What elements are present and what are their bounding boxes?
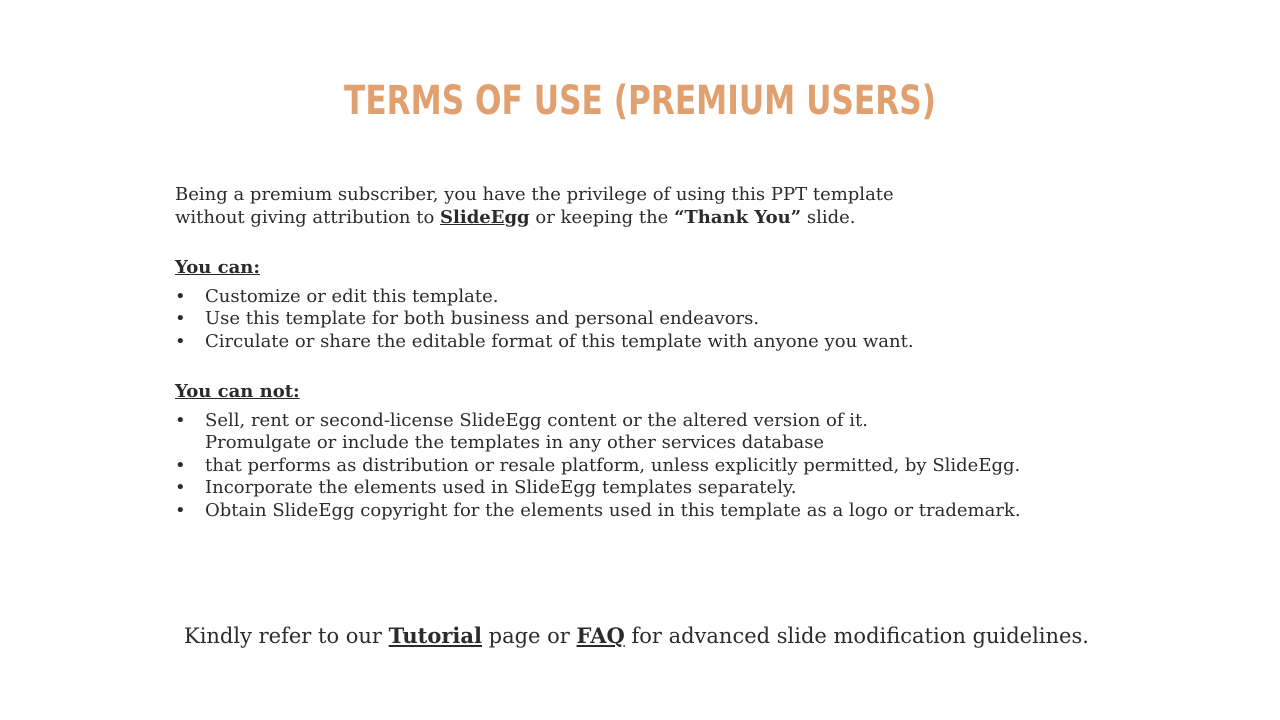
bullet-icon: • <box>175 330 186 352</box>
list-item-text: Incorporate the elements used in SlideEgg templates separately. <box>205 477 797 498</box>
thank-you-text: “Thank You” <box>674 206 802 228</box>
you-can-list <box>175 286 1075 354</box>
list-item <box>175 308 1075 331</box>
bullet-icon: • <box>175 285 186 307</box>
intro-paragraph <box>175 184 1075 229</box>
footer-prefix: Kindly refer to our <box>184 624 389 648</box>
bullet-icon: • <box>175 454 186 476</box>
list-item <box>175 455 1075 478</box>
intro-line-2-prefix: without giving attribution to <box>175 206 441 228</box>
intro-line-2-middle: or keeping the <box>529 206 675 228</box>
bullet-icon: • <box>175 308 186 329</box>
list-item-text: Sell, rent or second-license SlideEgg content or the altered version of it. <box>205 409 868 431</box>
list-item <box>175 331 1075 354</box>
list-item-text: Circulate or share the editable format of this template with anyone you want. <box>205 330 914 352</box>
faq-link[interactable]: FAQ <box>576 623 625 648</box>
you-can-not-list <box>175 410 1075 523</box>
bullet-icon: • <box>175 477 186 498</box>
footer-note <box>184 622 1089 650</box>
list-item-text: Obtain SlideEgg copyright for the elements used in this template as a logo or trademark. <box>205 499 1021 521</box>
slideegg-link[interactable]: SlideEgg <box>440 206 530 228</box>
you-can-heading: You can: <box>175 257 260 278</box>
intro-line-1: Being a premium subscriber, you have the privilege of using this PPT template <box>175 184 894 205</box>
list-item <box>175 410 1075 433</box>
list-item <box>175 500 1075 523</box>
intro-line-2-suffix: slide. <box>801 206 856 228</box>
list-item-text: that performs as distribution or resale platform, unless explicitly permitted, by SlideEgg. <box>205 454 1021 476</box>
footer-middle: page or <box>481 624 577 648</box>
terms-body <box>175 184 1075 522</box>
list-item-continuation: Promulgate or include the templates in any other services database <box>205 432 825 453</box>
footer-suffix: for advanced slide modification guidelines. <box>624 624 1089 648</box>
list-item <box>175 477 1075 500</box>
you-can-not-heading: You can not: <box>175 381 300 402</box>
bullet-icon: • <box>175 499 186 521</box>
list-item-text: Customize or edit this template. <box>205 285 499 307</box>
bullet-icon: • <box>175 409 186 431</box>
page-title: TERMS OF USE (PREMIUM USERS) <box>344 78 936 124</box>
list-item-text: Use this template for both business and personal endeavors. <box>205 308 760 329</box>
list-item <box>175 286 1075 309</box>
tutorial-link[interactable]: Tutorial <box>388 623 482 648</box>
